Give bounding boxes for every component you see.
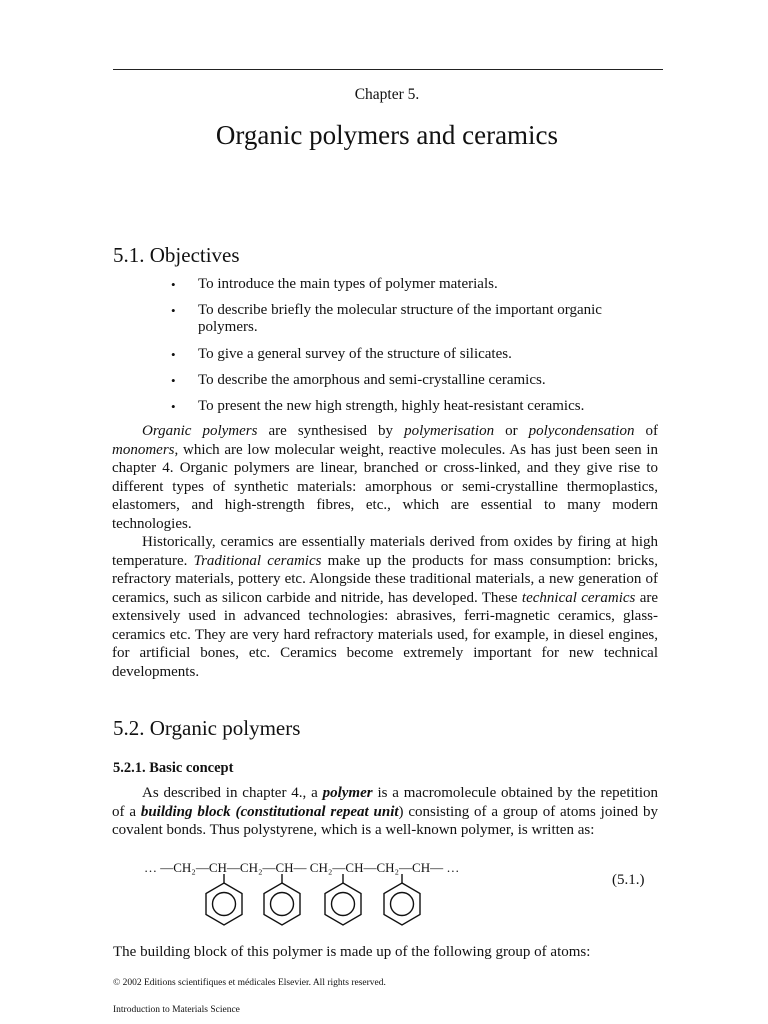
- paragraph-polymers: Organic polymers are synthesised by polymerisation or polycondensation of monomers, which are low molecular weight, reactive molecules. As has just been seen in chapter 4. Organic polymers are linear, branched or cross-linked, and they give rise to different types of synthetic materials: amorphous or semi-crystalline thermoplastics, elastomers, and high-strength fibres, etc., which are essential to many modern technologies.: [112, 423, 658, 532]
- benzene-ring-icon: [206, 874, 242, 925]
- section-heading-objectives: 5.1. Objectives: [113, 243, 240, 267]
- bullet-icon: •: [171, 399, 176, 414]
- list-item: • To introduce the main types of polymer materials.: [171, 276, 498, 292]
- equation-number: (5.1.): [612, 872, 645, 888]
- paragraph-ceramics: Historically, ceramics are essentially materials derived from oxides by firing at high temperature. Traditional ceramics make up the products for mass consumption: bricks, refractory materials, pottery etc. Alongside these traditional materials, a new generation of ceramics, such as silicon carbide and nitride, has developed. These technical ceramics are extensively used in advanced technologies: abrasives, ferri-magnetic ceramics, glass-ceramics etc. They are very hard refractory materials used, for example, in diesel engines, for artificial bones, etc. Ceramics become extremely important for new technical developments.: [112, 534, 659, 680]
- section-heading-organic-polymers: 5.2. Organic polymers: [113, 716, 301, 740]
- book-title: Introduction to Materials Science: [113, 1005, 240, 1015]
- bullet-icon: •: [171, 277, 176, 292]
- top-rule: [113, 69, 663, 70]
- paragraph-polymer-definition: As described in chapter 4., a polymer is a macromolecule obtained by the repetition of a building block (constitutional repeat unit) consisting of a group of atoms joined by covalent bonds. Thus polystyrene, which is a well-known polymer, is written as:: [112, 785, 659, 838]
- polystyrene-formula: … —CH₂—CH—CH₂—CH— CH₂—CH—CH₂—CH— …: [144, 860, 460, 875]
- benzene-ring-icon: [325, 874, 361, 925]
- bullet-icon: •: [171, 303, 176, 318]
- list-item: • To give a general survey of the structure of silicates.: [171, 346, 512, 362]
- list-item: • To present the new high strength, highly heat-resistant ceramics.: [171, 398, 585, 414]
- benzene-ring-icon: [384, 874, 420, 925]
- copyright-notice: © 2002 Editions scientifiques et médicales Elsevier. All rights reserved.: [113, 978, 386, 988]
- bullet-icon: •: [171, 347, 176, 362]
- objectives-body: [112, 422, 658, 681]
- subsection-heading-basic-concept: 5.2.1. Basic concept: [113, 760, 234, 776]
- bullet-icon: •: [171, 373, 176, 388]
- list-item: • To describe the amorphous and semi-crystalline ceramics.: [171, 372, 546, 388]
- benzene-ring-icon: [264, 874, 300, 925]
- benzene-rings: [180, 874, 440, 936]
- building-block-sentence: The building block of this polymer is made up of the following group of atoms:: [113, 944, 591, 960]
- basic-concept-body: [112, 784, 658, 840]
- chapter-title: Organic polymers and ceramics: [215, 120, 559, 150]
- list-item: • To describe briefly the molecular structure of the important organic polymers.: [171, 302, 602, 335]
- chapter-label: Chapter 5.: [354, 86, 420, 103]
